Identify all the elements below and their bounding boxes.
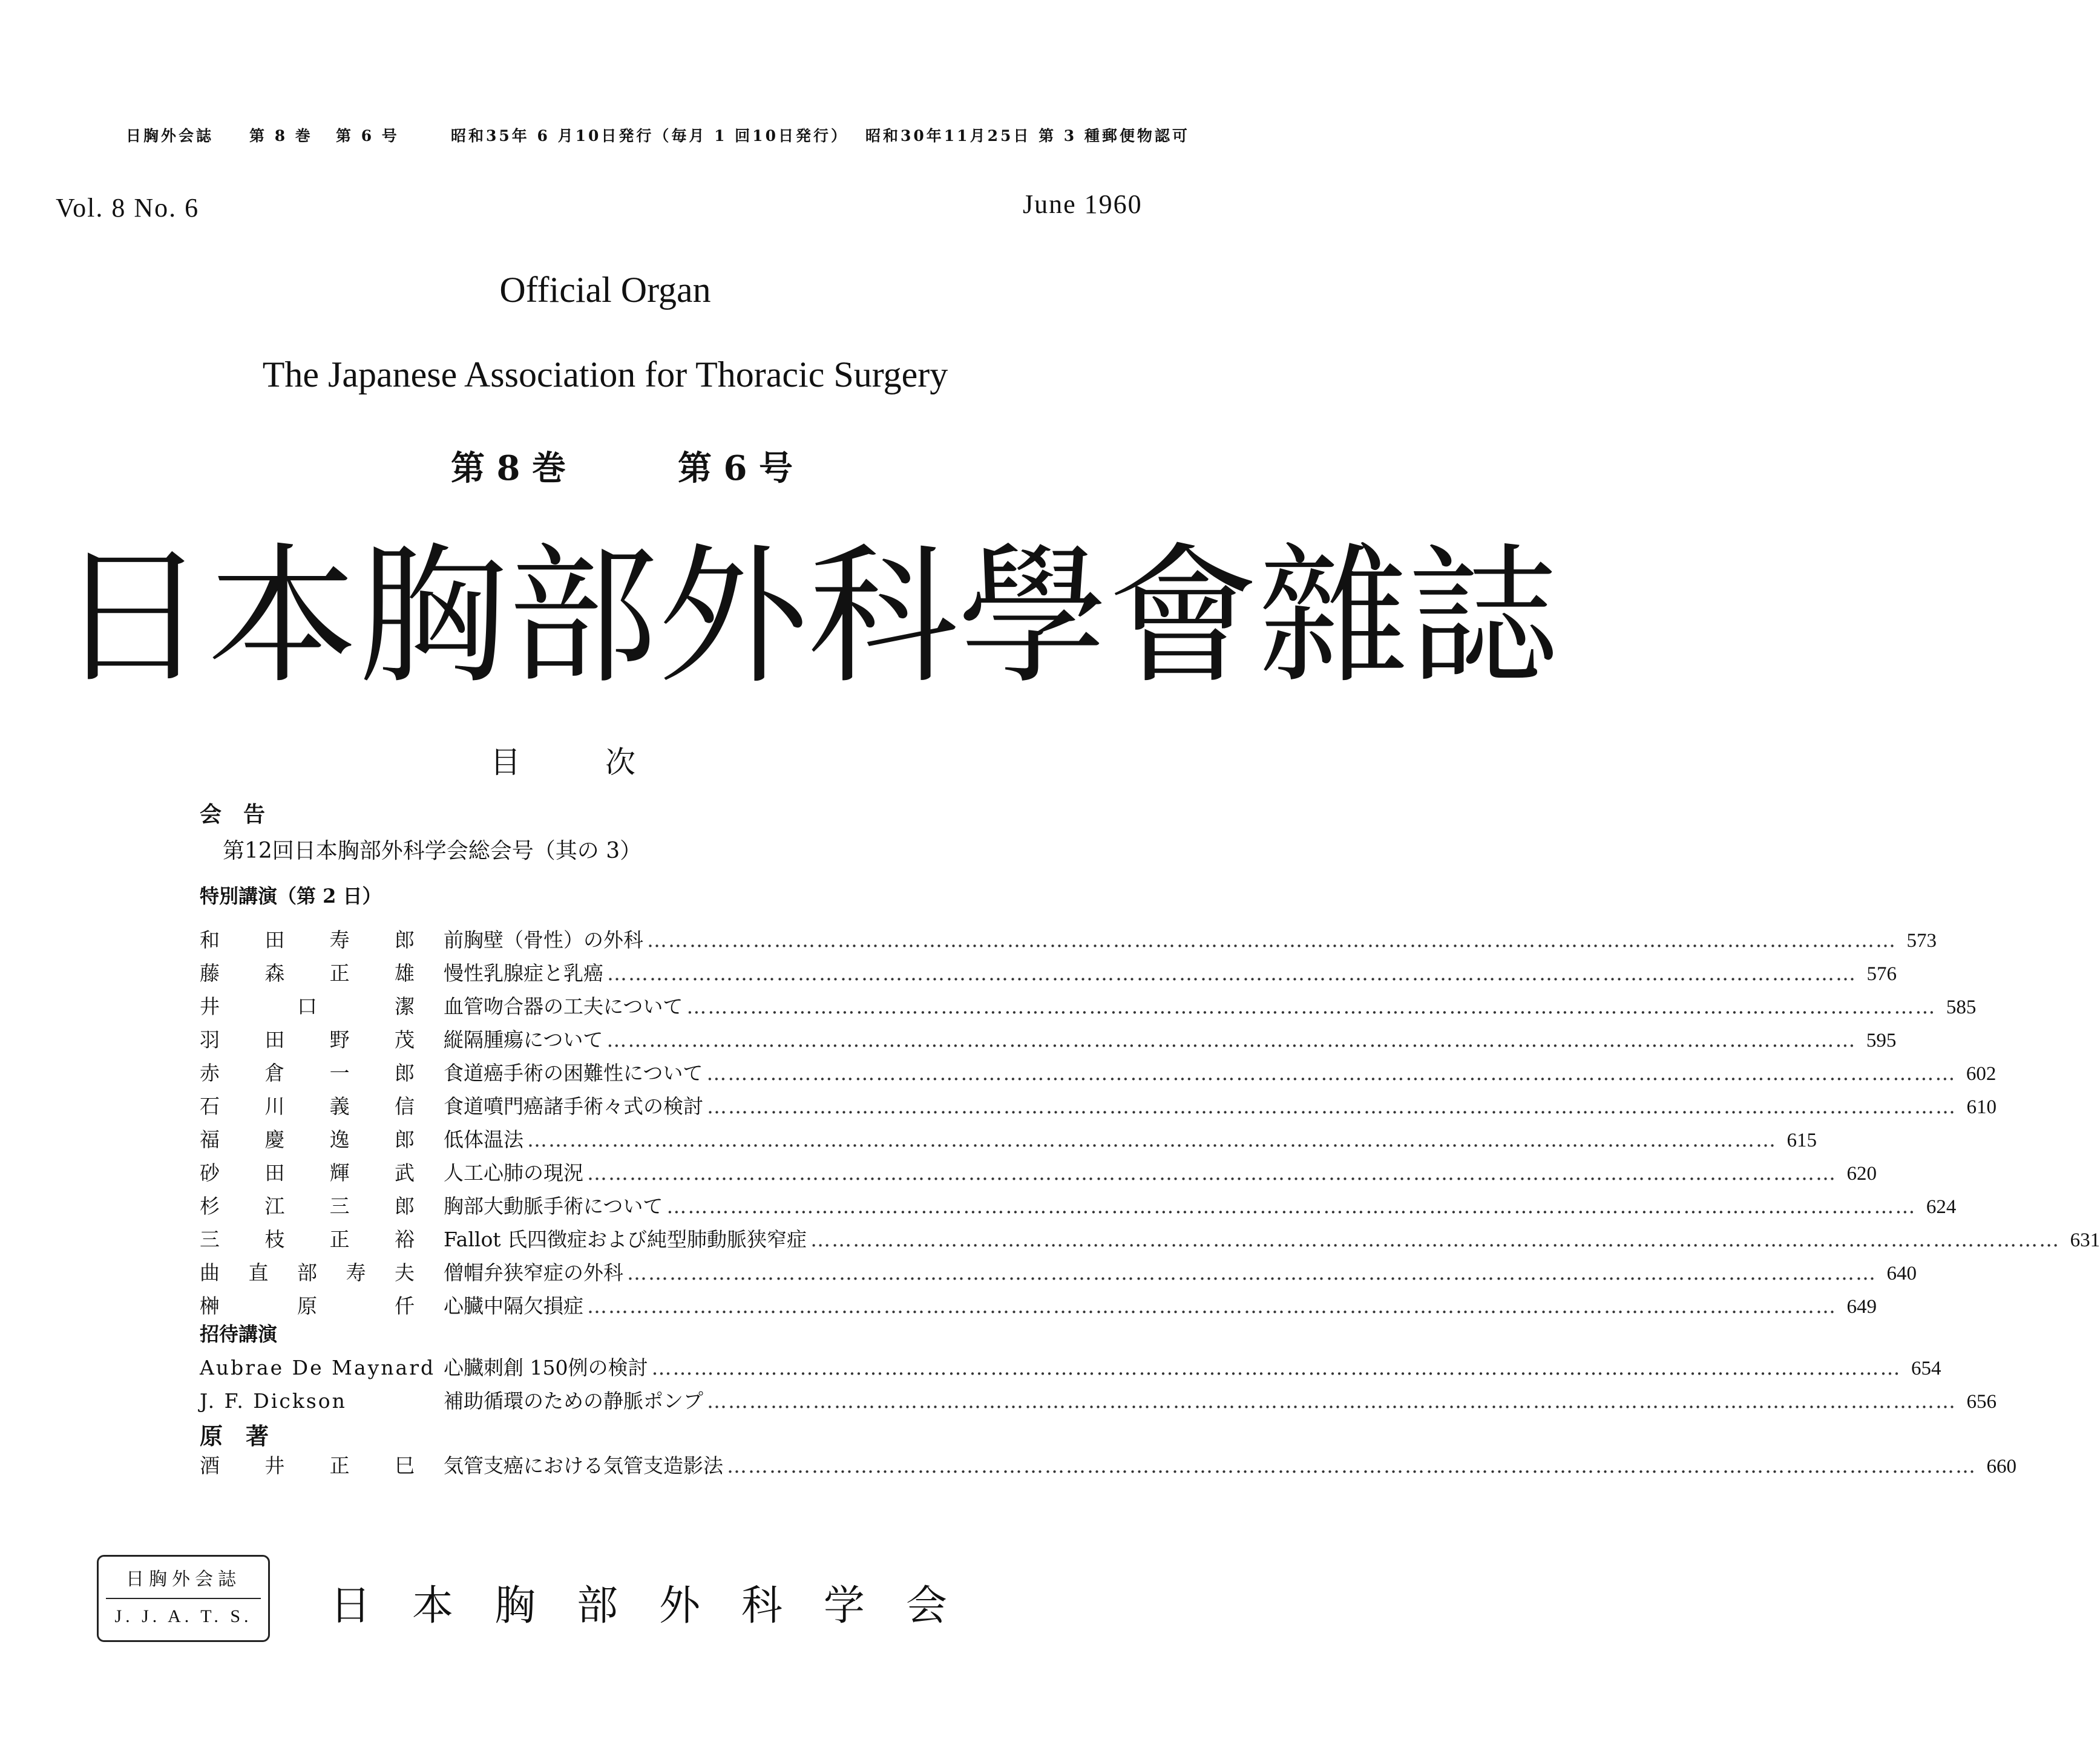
vol-no: Vol. 8 No. 6 xyxy=(56,193,200,223)
toc-author-char: 羽 xyxy=(200,1028,220,1052)
toc-page-number: 610 xyxy=(1966,1096,1997,1118)
toc-author xyxy=(200,1024,415,1053)
society-char: 科 xyxy=(741,1582,783,1630)
toc-leader-dots: …………………………………………………………………………………………………………………………………………………………… xyxy=(607,961,1857,985)
toc-leader-dots: …………………………………………………………………………………………………………………………………………………………… xyxy=(727,1454,1977,1477)
toc-entry xyxy=(200,1257,1917,1286)
toc-author: Aubrae De Maynard xyxy=(200,1356,436,1379)
toc-author-char: 郎 xyxy=(394,1128,415,1151)
toc-author-char: 枝 xyxy=(264,1228,285,1251)
toc-author-char: 義 xyxy=(329,1094,350,1118)
society-char: 会 xyxy=(905,1582,947,1630)
toc-page-number: 624 xyxy=(1926,1196,1957,1218)
toc-leader-dots: …………………………………………………………………………………………………………………………………………………………… xyxy=(527,1128,1777,1151)
association-name: The Japanese Association for Thoracic Surgery xyxy=(262,355,948,394)
toc-leader-dots: …………………………………………………………………………………………………………………………………………………………… xyxy=(587,1161,1837,1185)
toc-author-char: 輝 xyxy=(329,1161,350,1185)
toc-leader-dots: …………………………………………………………………………………………………………………………………………………………… xyxy=(587,1294,1837,1318)
toc-title: 補助循環のための静脈ポンプ xyxy=(444,1389,703,1413)
toc-entry xyxy=(200,924,1937,953)
announcement-text: 第12回日本胸部外科学会総会号（其の 3） xyxy=(223,839,642,863)
toc-author-char: 原 xyxy=(297,1294,317,1318)
toc-author xyxy=(200,991,415,1019)
toc-entry xyxy=(200,1385,1997,1414)
toc-entry xyxy=(200,991,1977,1019)
header-issue-date: 昭和35年 6 月10日発行（毎月 1 回10日発行） xyxy=(451,127,848,145)
toc-author xyxy=(200,1257,415,1286)
toc-page-number: 660 xyxy=(1986,1456,2016,1477)
toc-author-char: 信 xyxy=(394,1094,415,1118)
toc-author-char: 野 xyxy=(329,1028,350,1052)
title-char: 科 xyxy=(808,530,958,704)
toc-author-char: 慶 xyxy=(264,1128,285,1151)
toc-entry xyxy=(200,1024,1897,1053)
toc-leader-dots: …………………………………………………………………………………………………………………………………………………………… xyxy=(810,1228,2061,1251)
society-char: 外 xyxy=(658,1582,700,1630)
toc-author-char: 榊 xyxy=(200,1294,220,1318)
title-char: 部 xyxy=(508,530,658,704)
title-char: 日 xyxy=(57,530,208,704)
toc-author-char: 赤 xyxy=(200,1061,220,1085)
toc-leader-dots: …………………………………………………………………………………………………………………………………………………………… xyxy=(606,1028,1857,1052)
toc-page-number: 656 xyxy=(1966,1391,1997,1413)
toc-author-char: 川 xyxy=(264,1094,285,1118)
volume-jp: 第 8 巻 xyxy=(451,448,566,488)
title-char: 胸 xyxy=(358,530,508,704)
toc-title: 心臓中隔欠損症 xyxy=(444,1294,583,1318)
toc-author-char: 森 xyxy=(264,961,285,985)
toc-author-char: 砂 xyxy=(200,1161,220,1185)
toc-author-char: 江 xyxy=(264,1194,285,1218)
toc-author-char: 武 xyxy=(394,1161,415,1185)
toc-leader-dots: …………………………………………………………………………………………………………………………………………………………… xyxy=(707,1389,1957,1413)
toc-page-number: 640 xyxy=(1886,1263,1917,1284)
journal-title xyxy=(57,530,1558,704)
toc-entry xyxy=(200,1450,2016,1479)
title-char: 誌 xyxy=(1408,530,1558,704)
toc-author-char: 正 xyxy=(329,1454,350,1477)
box-journal-abbr: 日胸外会誌 xyxy=(126,1569,241,1590)
issue-jp: 第 6 号 xyxy=(678,448,793,488)
toc-author-char: 口 xyxy=(297,995,317,1018)
toc-entry xyxy=(200,1290,1877,1319)
toc-author-char: 夫 xyxy=(395,1261,415,1284)
toc-author-char: 逸 xyxy=(329,1128,350,1151)
toc-author-char: 部 xyxy=(297,1261,317,1284)
toc-page-number: 649 xyxy=(1846,1296,1877,1318)
toc-title: 人工心肺の現況 xyxy=(444,1161,583,1185)
invited-lecture-label: 招待講演 xyxy=(200,1323,278,1346)
toc-author-char: 寿 xyxy=(346,1261,366,1284)
toc-author-char: 郎 xyxy=(394,928,415,952)
toc-author xyxy=(200,1124,415,1153)
title-char: 本 xyxy=(208,530,358,704)
toc-title: 前胸壁（骨性）の外科 xyxy=(444,928,643,952)
toc-author-char: 裕 xyxy=(394,1228,415,1251)
toc-author-char: 正 xyxy=(329,961,350,985)
toc-entry xyxy=(200,1224,2100,1252)
toc-leader-dots: …………………………………………………………………………………………………………………………………………………………… xyxy=(627,1261,1877,1284)
title-char: 會 xyxy=(1108,530,1258,704)
toc-entry xyxy=(200,1352,1941,1381)
toc-author-char: 正 xyxy=(329,1228,350,1251)
toc-author xyxy=(200,1450,415,1479)
announcement-label: 会 告 xyxy=(200,802,266,827)
toc-author-char: 寿 xyxy=(329,928,350,952)
toc-entry xyxy=(200,1058,1997,1086)
society-char: 部 xyxy=(576,1582,618,1630)
header-journal-abbr: 日胸外会誌 xyxy=(126,127,214,145)
box-divider xyxy=(106,1598,261,1599)
title-char: 學 xyxy=(958,530,1108,704)
contents-heading: 目次 xyxy=(490,745,720,780)
toc-title: 胸部大動脈手術について xyxy=(444,1194,663,1218)
toc-leader-dots: …………………………………………………………………………………………………………………………………………………………… xyxy=(666,1194,1917,1218)
toc-author-char: 田 xyxy=(264,1028,285,1052)
abbreviation-box xyxy=(97,1555,270,1642)
toc-author-char: 巳 xyxy=(394,1454,415,1477)
toc-author-char: 郎 xyxy=(394,1061,415,1085)
title-char: 外 xyxy=(658,530,808,704)
toc-author-char: 石 xyxy=(200,1094,220,1118)
society-char: 学 xyxy=(823,1582,865,1630)
toc-page-number: 620 xyxy=(1846,1163,1877,1185)
society-char: 胸 xyxy=(494,1582,536,1630)
toc-leader-dots: …………………………………………………………………………………………………………………………………………………………… xyxy=(686,995,1937,1018)
toc-page-number: 654 xyxy=(1911,1358,1941,1379)
toc-author-char: 三 xyxy=(329,1194,350,1218)
toc-author-char: 潔 xyxy=(395,995,415,1018)
toc-page-number: 573 xyxy=(1906,930,1937,952)
toc-title: 慢性乳腺症と乳癌 xyxy=(444,961,603,985)
toc-title: 縦隔腫瘍について xyxy=(444,1028,603,1052)
toc-leader-dots: …………………………………………………………………………………………………………………………………………………………… xyxy=(706,1061,1957,1085)
toc-title: 食道噴門癌諸手術々式の検討 xyxy=(444,1094,703,1118)
toc-author xyxy=(200,1058,415,1086)
toc-author-char: 雄 xyxy=(394,961,415,985)
toc-entry xyxy=(200,1191,1957,1219)
toc-page-number: 602 xyxy=(1966,1063,1997,1085)
society-char: 本 xyxy=(412,1582,453,1630)
toc-author-char: 田 xyxy=(264,928,285,952)
toc-author-char: 直 xyxy=(248,1261,269,1284)
toc-author-char: 曲 xyxy=(200,1261,220,1284)
toc-author xyxy=(200,1290,415,1319)
toc-entry xyxy=(200,958,1897,986)
society-name xyxy=(330,1573,947,1632)
issue-date-en: June 1960 xyxy=(1023,189,1143,219)
toc-title: Fallot 氏四徴症および純型肺動脈狭窄症 xyxy=(444,1228,807,1251)
toc-author-char: 酒 xyxy=(200,1454,220,1477)
toc-author-char: 倉 xyxy=(264,1061,285,1085)
toc-author-char: 仟 xyxy=(395,1294,415,1318)
toc-author-char: 三 xyxy=(200,1228,220,1251)
toc-leader-dots: …………………………………………………………………………………………………………………………………………………………… xyxy=(647,928,1897,952)
toc-author-char: 杉 xyxy=(200,1194,220,1218)
toc-author xyxy=(200,1191,415,1219)
special-lecture-label: 特別講演（第 2 日） xyxy=(200,885,382,908)
toc-title: 低体温法 xyxy=(444,1128,523,1151)
title-char: 雜 xyxy=(1258,530,1408,704)
toc-author-char: 一 xyxy=(329,1061,350,1085)
toc-author xyxy=(200,924,415,953)
toc-title: 食道癌手術の困難性について xyxy=(444,1061,703,1085)
toc-author-char: 藤 xyxy=(200,961,220,985)
header-postal: 昭和30年11月25日 第 3 種郵便物認可 xyxy=(865,127,1190,145)
toc-entry xyxy=(200,1157,1877,1186)
toc-title: 僧帽弁狭窄症の外科 xyxy=(444,1261,623,1284)
toc-page-number: 595 xyxy=(1866,1030,1897,1052)
toc-author-char: 郎 xyxy=(394,1194,415,1218)
toc-entry xyxy=(200,1091,1997,1119)
toc-title: 気管支癌における気管支造影法 xyxy=(444,1454,723,1477)
header-issue: 第 6 号 xyxy=(336,127,399,145)
toc-author-char: 井 xyxy=(264,1454,285,1477)
toc-author xyxy=(200,958,415,986)
toc-page-number: 615 xyxy=(1787,1130,1817,1151)
official-organ: Official Organ xyxy=(499,270,711,310)
toc-title: 血管吻合器の工夫について xyxy=(444,995,683,1018)
society-char: 日 xyxy=(330,1582,372,1630)
toc-author xyxy=(200,1224,415,1252)
toc-entry xyxy=(200,1124,1817,1153)
toc-author-char: 茂 xyxy=(394,1028,415,1052)
toc-author: J. F. Dickson xyxy=(200,1389,347,1413)
toc-title: 心臓刺創 150例の検討 xyxy=(444,1356,648,1379)
box-english-abbr: J. J. A. T. S. xyxy=(114,1606,252,1626)
toc-page-number: 576 xyxy=(1866,963,1897,985)
toc-page-number: 585 xyxy=(1946,996,1977,1018)
toc-author xyxy=(200,1157,415,1186)
toc-author-char: 田 xyxy=(264,1161,285,1185)
toc-leader-dots: …………………………………………………………………………………………………………………………………………………………… xyxy=(651,1356,1901,1379)
toc-author-char: 福 xyxy=(200,1128,220,1151)
toc-page-number: 631 xyxy=(2070,1229,2100,1251)
toc-author-char: 井 xyxy=(200,995,220,1018)
toc-author-char: 和 xyxy=(200,928,220,952)
toc-author xyxy=(200,1091,415,1119)
original-article-label: 原 著 xyxy=(200,1422,269,1450)
header-volume: 第 8 巻 xyxy=(249,127,313,145)
toc-leader-dots: …………………………………………………………………………………………………………………………………………………………… xyxy=(707,1094,1957,1118)
